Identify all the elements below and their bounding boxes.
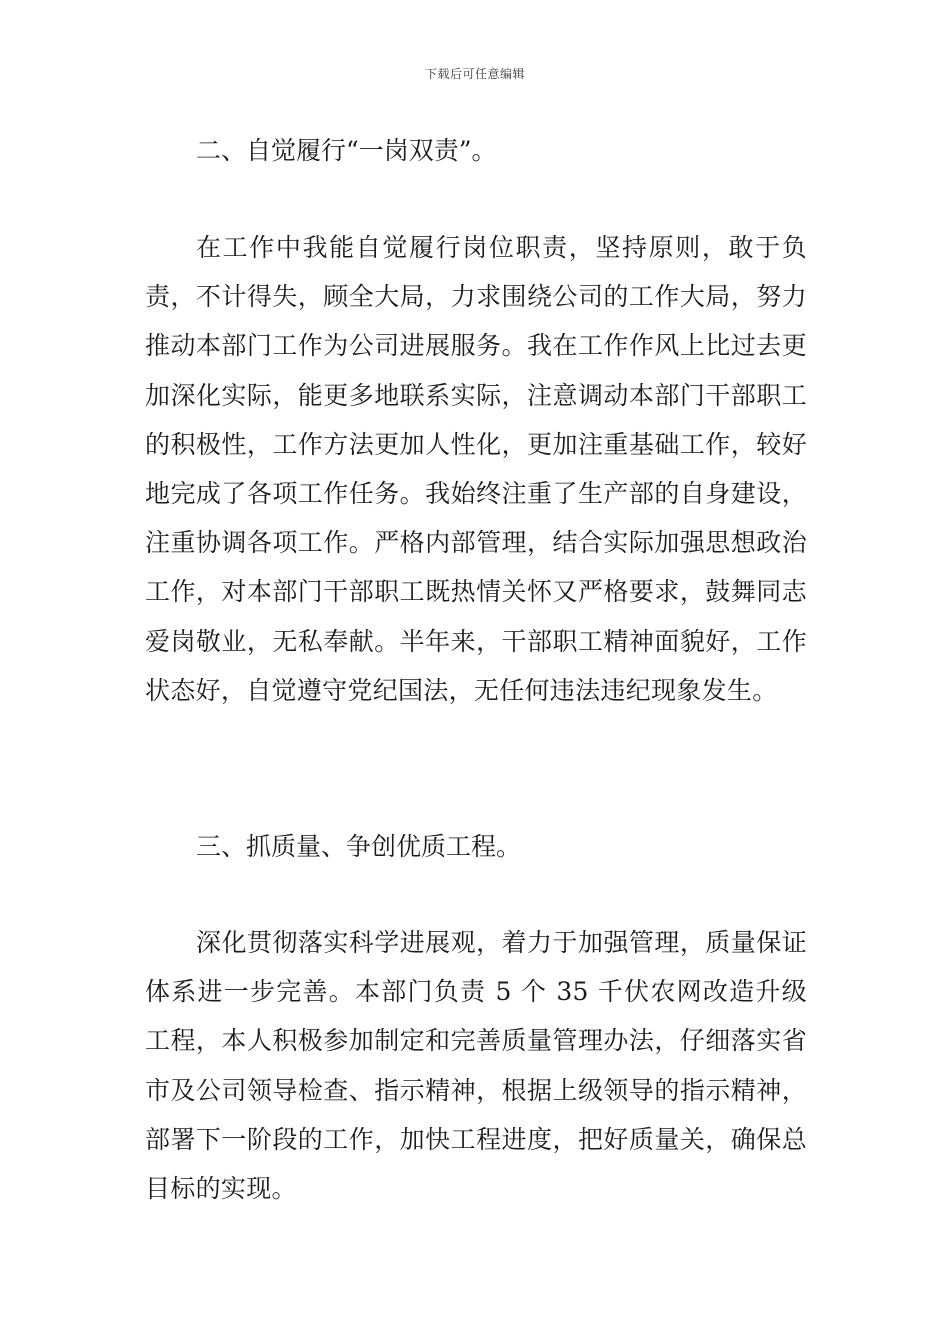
section-heading-2: 二、自觉履行“一岗双责”。 <box>196 136 497 165</box>
paragraph-responsibility: 在工作中我能自觉履行岗位职责，坚持原则，敢于负责，不计得失，顾全大局，力求围绕公司的工作大局，努力推动本部门工作为公司进展服务。我在工作作风上比过去更加深化实际，能更多地联系实际，注意调动本部门干部职工的积极性，工作方法更加人性化，更加注重基础工作，较好地完成了各项工作任务。我始终注重了生产部的自身建设，注重协调各项工作。严格内部管理，结合实际加强思想政治工作，对本部门干部职工既热情关怀又严格要求，鼓舞同志爱岗敬业，无私奉献。半年来，干部职工精神面貌好，工作状态好，自觉遵守党纪国法，无任何违法违纪现象发生。 <box>145 233 807 705</box>
section-heading-3: 三、抓质量、争创优质工程。 <box>196 832 522 861</box>
paragraph-quality: 深化贯彻落实科学进展观，着力于加强管理，质量保证体系进一步完善。本部门负责 5 个 35 千伏农网改造升级工程，本人积极参加制定和完善质量管理办法，仔细落实省市及公司领导检查、指示精神，根据上级领导的指示精神，部署下一阶段的工作，加快工程进度，把好质量关，确保总目标的实现。 <box>145 928 807 1204</box>
header-note: 下载后可任意编辑 <box>424 67 525 81</box>
